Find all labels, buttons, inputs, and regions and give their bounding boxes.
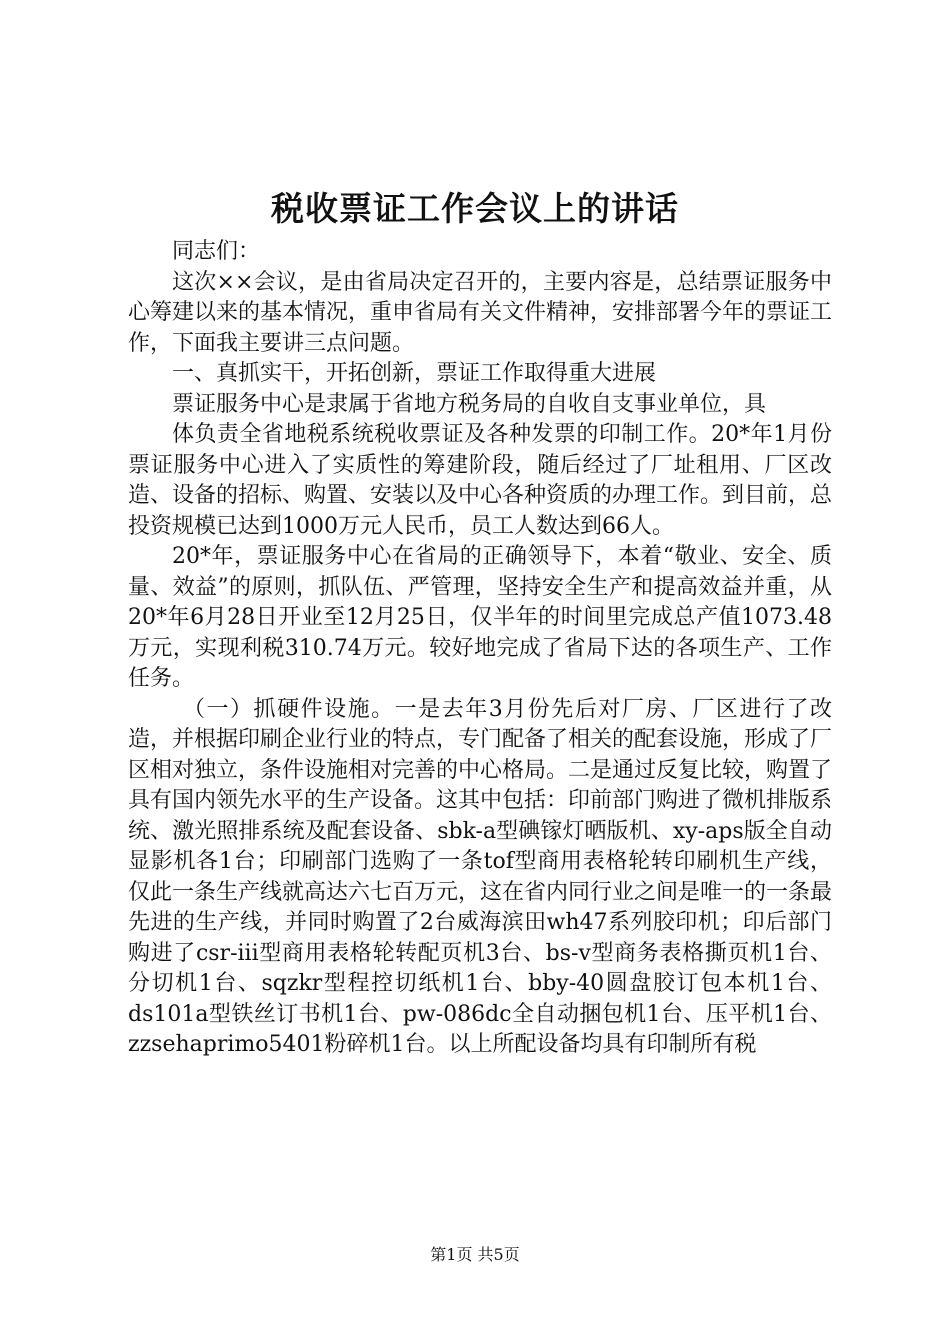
paragraph: 20*年，票证服务中心在省局的正确领导下，本着“敬业、安全、质量、效益”的原则，抓队伍、严管理，坚持安全生产和提高效益并重，从20*年6月28日开业至12月25日，仅半年的时间里完成总产值1073.48万元，实现利税310.74万元。较好地完成了省局下达的各项生产、工作任务。: [128, 544, 832, 691]
document-body: [128, 237, 832, 1061]
page-footer: 第1页 共5页: [430, 1245, 520, 1264]
paragraph: （一）抓硬件设施。一是去年3月份先后对厂房、厂区进行了改造，并根据印刷企业行业的特点，专门配备了相关的配套设施，形成了厂区相对独立，条件设施相对完善的中心格局。二是通过反复比较，购置了具有国内领先水平的生产设备。这其中包括：印前部门购进了微机排版系统、激光照排系统及配套设备、sbk-a型碘镓灯晒版机、xy-aps版全自动显影机各1台；印刷部门选购了一条tof型商用表格轮转印刷机生产线，仅此一条生产线就高达六七百万元，这在省内同行业之间是唯一的一条最先进的生产线，并同时购置了2台威海滨田wh47系列胶印机；印后部门购进了csr-iii型商用表格轮转配页机3台、bs-v型商务表格撕页机1台、分切机1台、sqzkr型程控切纸机1台、bby-40圆盘胶订包本机1台、ds101a型铁丝订书机1台、pw-086dc全自动捆包机1台、压平机1台、zzsehaprimo5401粉碎机1台。以上所配设备均具有印制所有税: [128, 696, 833, 1057]
paragraph: 这次××会议，是由省局决定召开的，主要内容是，总结票证服务中心筹建以来的基本情况，重申省局有关文件精神，安排部署今年的票证工作，下面我主要讲三点问题。: [128, 269, 833, 356]
paragraph: 票证服务中心是隶属于省地方税务局的自收自支事业单位，具: [172, 391, 767, 417]
paragraph: 体负责全省地税系统税收票证及各种发票的印制工作。20*年1月份票证服务中心进入了实质性的筹建阶段，随后经过了厂址租用、厂区改造、设备的招标、购置、安装以及中心各种资质的办理工作。到目前，总投资规模已达到1000万元人民币，员工人数达到66人。: [128, 422, 833, 539]
section-heading: 一、真抓实干，开拓创新，票证工作取得重大进展: [172, 361, 657, 386]
document-title: 税收票证工作会议上的讲话: [271, 189, 679, 228]
salutation: 同志们：: [172, 239, 261, 264]
